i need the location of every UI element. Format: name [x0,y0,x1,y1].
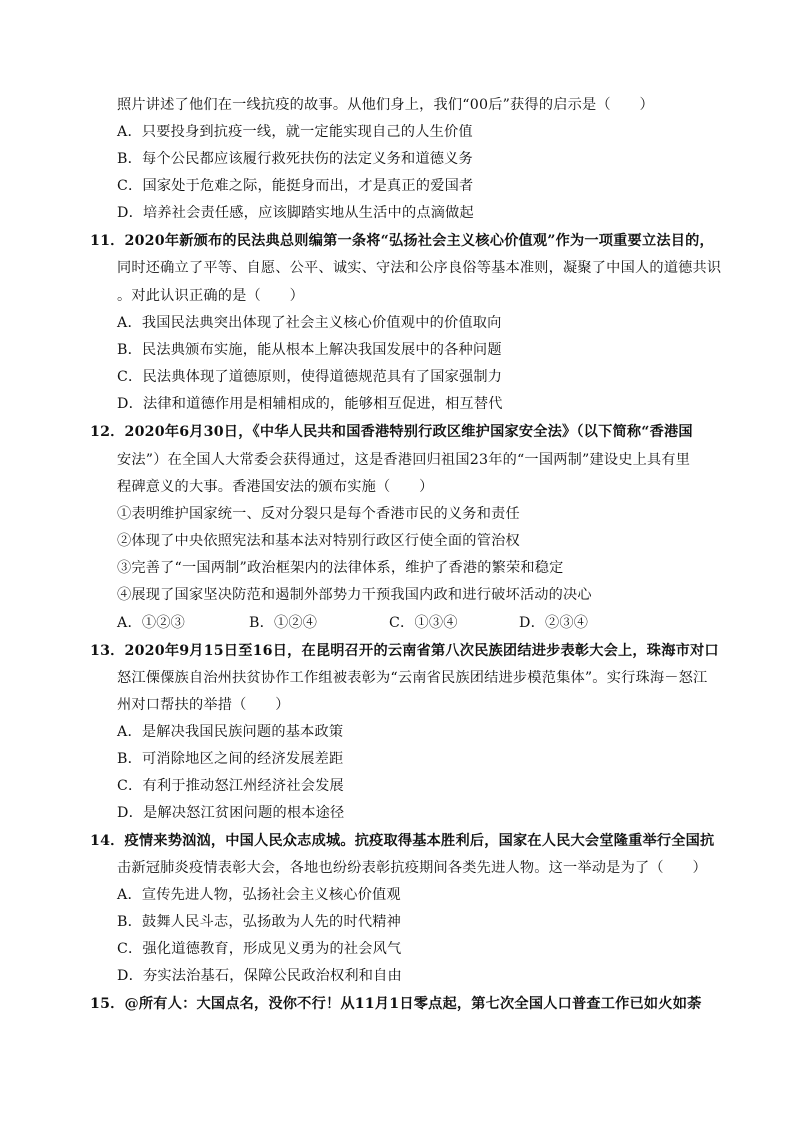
q15-number: 15． [90,996,125,1012]
q12-number: 12． [90,424,125,440]
q12-stem-line-3: 程碑意义的大事。香港国安法的颁布实施（ ） [117,479,434,495]
q14-stem-text-1: 疫情来势汹汹，中国人民众志成城。抗疫取得基本胜利后，国家在人民大会堂隆重举行全国抗 [124,833,715,849]
q10-option-a[interactable]: A．只要投身到抗疫一线，就一定能实现自己的人生价值 [117,124,473,140]
q13-option-a[interactable]: A．是解决我国民族问题的基本政策 [117,724,344,740]
q13-stem-line-1 [90,641,719,661]
q10-stem-tail: 照片讲述了他们在一线抗疫的故事。从他们身上，我们“00后”获得的启示是（ ） [117,97,654,113]
q12-choice-c[interactable]: C．①③④ [389,615,458,631]
q12-stem-text-1: 2020年6月30日，《中华人民共和国香港特别行政区维护国家安全法》（以下简称“香港国 [124,424,693,440]
q13-stem-text-1: 2020年9月15日至16日，在昆明召开的云南省第八次民族团结进步表彰大会上，珠海市对口 [124,643,719,659]
q11-option-a[interactable]: A．我国民法典突出体现了社会主义核心价值观中的价值取向 [117,315,502,331]
q11-stem-line-2: 同时还确立了平等、自愿、公平、诚实、守法和公序良俗等基本准则，凝聚了中国人的道德共识 [117,260,722,276]
q13-option-b[interactable]: B．可消除地区之间的经济发展差距 [117,751,344,767]
q10-option-b[interactable]: B．每个公民都应该履行救死扶伤的法定义务和道德义务 [117,151,473,167]
q13-option-c[interactable]: C．有利于推动怒江州经济社会发展 [117,778,344,794]
q11-stem-line-3: 。对此认识正确的是（ ） [117,288,305,304]
q15-stem-text-1: @所有人：大国点名，没你不行！从11月1日零点起，第七次全国人口普查工作已如火如荼 [124,996,702,1012]
q12-choices-row [117,613,609,633]
q12-stem-line-2: 安法”）在全国人大常委会获得通过，这是香港回归祖国23年的“一国两制”建设史上具有里 [117,452,691,468]
q14-option-d[interactable]: D．夯实法治基石，保障公民政治权利和自由 [117,968,402,984]
q11-option-c[interactable]: C．民法典体现了道德原则，使得道德规范具有了国家强制力 [117,369,503,385]
q11-option-d[interactable]: D．法律和道德作用是相辅相成的，能够相互促进，相互替代 [117,396,503,412]
q11-stem-line-1 [90,231,714,251]
q13-option-d[interactable]: D．是解决怒江贫困问题的根本途径 [117,805,345,821]
q12-statement-4: ④展现了国家坚决防范和遏制外部势力干预我国内政和进行破坏活动的决心 [117,587,592,603]
q12-choice-a[interactable]: A．①②③ [117,615,185,631]
q12-choice-b[interactable]: B．①②④ [249,615,318,631]
q12-statement-2: ②体现了中央依照宪法和基本法对特别行政区行使全面的管治权 [117,533,520,549]
q12-statement-1: ①表明维护国家统一、反对分裂只是每个香港市民的义务和责任 [117,506,520,522]
q11-stem-text-1: 2020年新颁布的民法典总则编第一条将“弘扬社会主义核心价值观”作为一项重要立法目的， [124,233,714,249]
q14-option-c[interactable]: C．强化道德教育，形成见义勇为的社会风气 [117,941,402,957]
q10-option-c[interactable]: C．国家处于危难之际，能挺身而出，才是真正的爱国者 [117,178,474,194]
q11-number: 11． [90,233,125,249]
q10-option-d[interactable]: D．培养社会责任感，应该脚踏实地从生活中的点滴做起 [117,205,474,221]
q14-option-b[interactable]: B．鼓舞人民斗志，弘扬敢为人先的时代精神 [117,914,401,930]
q14-stem-line-2: 击新冠肺炎疫情表彰大会，各地也纷纷表彰抗疫期间各类先进人物。这一举动是为了（ ） [117,860,707,876]
q12-choice-d[interactable]: D．②③④ [519,615,589,631]
q13-number: 13． [90,643,125,659]
q11-option-b[interactable]: B．民法典颁布实施，能从根本上解决我国发展中的各种问题 [117,342,502,358]
q12-stem-line-1 [90,422,693,442]
q12-statement-3: ③完善了“一国两制”政治框架内的法律体系，维护了香港的繁荣和稳定 [117,560,564,576]
q14-stem-line-1 [90,831,714,851]
q15-stem-line-1 [90,994,701,1014]
q13-stem-line-3: 州对口帮扶的举措（ ） [117,697,290,713]
q13-stem-line-2: 怒江傈僳族自治州扶贫协作工作组被表彰为“云南省民族团结进步模范集体”。实行珠海－怒江 [117,670,708,686]
q14-number: 14． [90,833,125,849]
q14-option-a[interactable]: A．宣传先进人物，弘扬社会主义核心价值观 [117,887,401,903]
